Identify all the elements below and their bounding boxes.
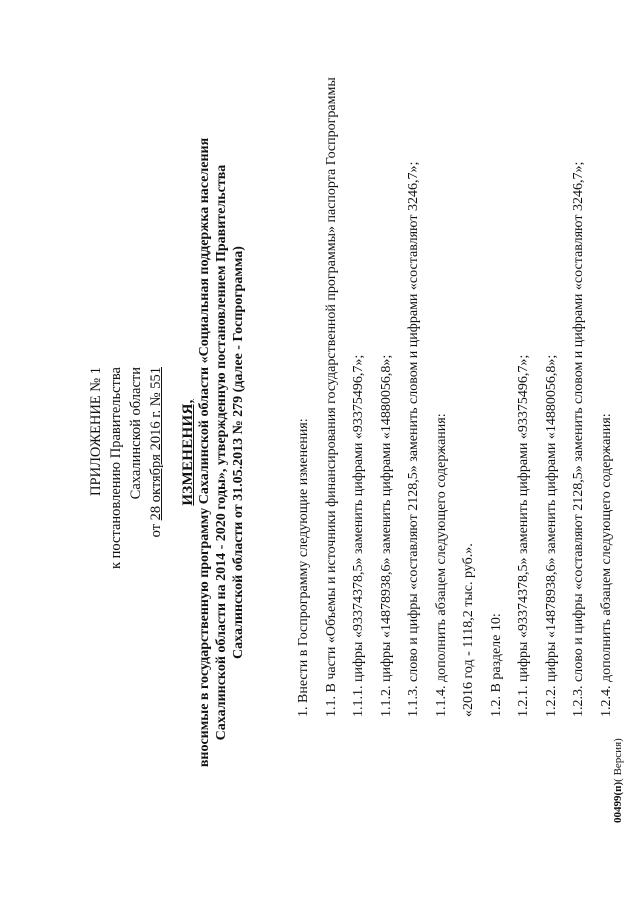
body-paragraph: 1.2. В разделе 10: — [488, 613, 504, 717]
document-body — [290, 17, 620, 717]
body-paragraph: 1. Внести в Госпрограмму следующие изменения: — [296, 418, 311, 717]
footer-code: 00499(п) — [612, 781, 624, 823]
appendix-date-line — [146, 367, 166, 905]
body-paragraph: 1.2.2. цифры «14878938,6» заменить цифрами «14880056,8»; — [543, 354, 559, 717]
body-paragraph: 1.2.3. слово и цифры «составляют 2128,5» заменить словом и цифрами «составляют 3246,7»; — [571, 161, 586, 717]
body-paragraph: 1.2.4. дополнить абзацем следующего содержания: — [598, 413, 614, 717]
body-paragraph: 1.1.2. цифры «14878938,6» заменить цифрами «14880056,8»; — [378, 354, 394, 717]
body-paragraph: 1.1.4. дополнить абзацем следующего содержания: — [433, 413, 449, 717]
subtitle-line: вносимые в государственную программу Сахалинской области «Социальная поддержка населения — [197, 137, 212, 768]
appendix-region-line: Сахалинской области — [128, 367, 144, 500]
body-paragraph: «2016 год - 1118,2 тыс. руб.». — [461, 543, 476, 717]
subtitle-line: Сахалинской области на 2014 - 2020 годы», утвержденную постановлением Правительства — [214, 164, 229, 741]
subtitle-line: Сахалинской области от 31.05.2013 № 279 (далее - Госпрограмма) — [231, 246, 246, 659]
body-paragraph: 1.2.1. цифры «93374378,5» заменить цифрами «93375496,7»; — [516, 354, 531, 717]
body-paragraph: 1.1. В части «Объемы и источники финансирования государственной программы» паспорта Госпрограммы — [323, 77, 339, 717]
appendix-header — [86, 367, 166, 905]
body-paragraph: 1.1.1. цифры «93374378,5» заменить цифрами «93375496,7»; — [351, 354, 366, 717]
document-footer — [612, 738, 624, 823]
appendix-title: ПРИЛОЖЕНИЕ № 1 — [88, 367, 104, 496]
appendix-date-value: 28 октября 2016 г. № 551 — [148, 367, 164, 521]
body-paragraph: 1.1.3. слово и цифры «составляют 2128,5» заменить словом и цифрами «составляют 3246,7»; — [406, 161, 421, 717]
document-subtitle — [196, 0, 247, 905]
appendix-decree-line: к постановлению Правительства — [108, 367, 124, 569]
appendix-date-prefix: от — [148, 520, 164, 538]
footer-version: ( Версия) — [612, 738, 624, 782]
document-title: ИЗМЕНЕНИЯ, — [180, 399, 196, 506]
